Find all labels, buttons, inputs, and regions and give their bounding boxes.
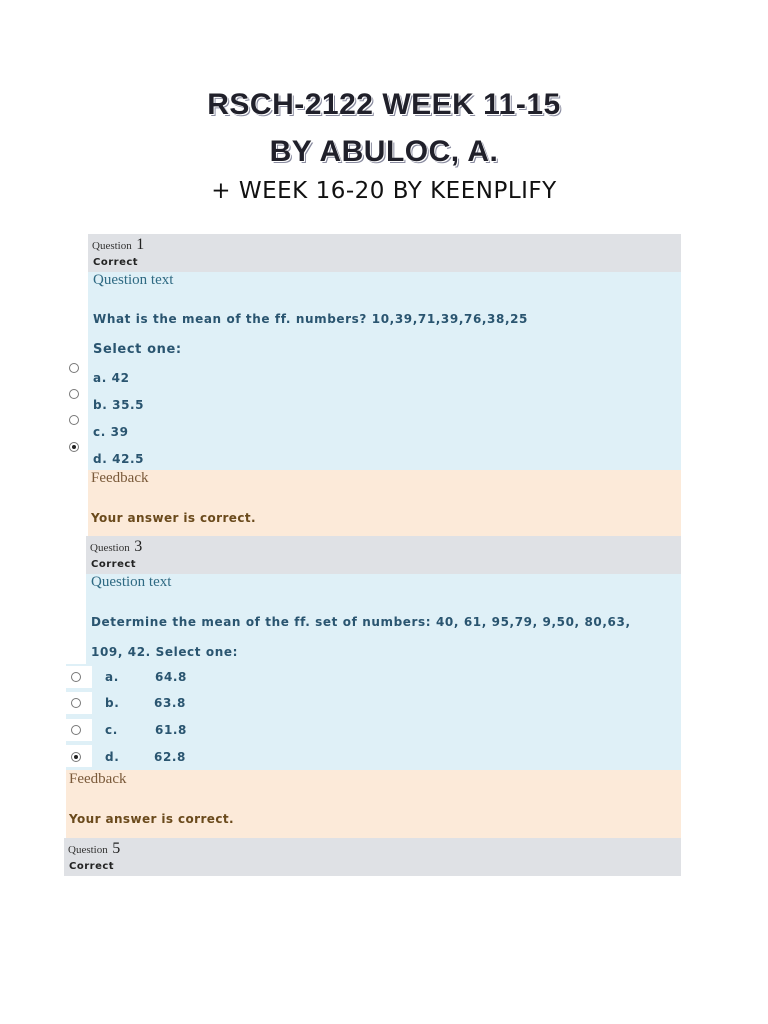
q3-option-c-radio[interactable] (71, 725, 81, 735)
question-3-header (86, 536, 681, 574)
q3-option-a-radio[interactable] (71, 672, 81, 682)
q1-radio-strip (64, 358, 88, 470)
q3-option-a-value: 64.8 (155, 670, 188, 684)
q3-option-d-value: 62.8 (154, 750, 187, 764)
q3-option-b-letter: b. (105, 696, 120, 710)
question-3-feedback (66, 770, 681, 838)
question-prompt: What is the mean of the ff. numbers? 10,39,71,39,76,38,25 (93, 312, 529, 326)
option-c-label: c. 39 (93, 425, 129, 439)
question-1-feedback (88, 470, 681, 536)
q3-option-b-radio[interactable] (71, 698, 81, 708)
option-b-label: b. 35.5 (93, 398, 145, 412)
q3-option-b-value: 63.8 (154, 696, 187, 710)
feedback-text: Your answer is correct. (69, 812, 234, 826)
q3-option-c-letter: c. (105, 723, 118, 737)
question-text-heading: Question text (93, 272, 174, 288)
question-state: Correct (93, 257, 139, 268)
question-number: 1 (136, 236, 145, 253)
q1-option-d-radio[interactable] (69, 442, 79, 452)
question-text-heading: Question text (91, 574, 172, 590)
document-title-line2: BY ABULOC, A. (269, 135, 499, 168)
q3-option-d-letter: d. (105, 750, 120, 764)
feedback-heading: Feedback (69, 771, 127, 787)
q1-option-b-radio[interactable] (69, 389, 79, 399)
question-number: 5 (112, 840, 121, 857)
document-title-line1: RSCH-2122 WEEK 11-15 (207, 88, 561, 121)
q3-option-c-value: 61.8 (155, 723, 188, 737)
question-label: Question (90, 542, 130, 554)
select-one-label: Select one: (93, 342, 182, 357)
question-state: Correct (91, 559, 137, 570)
feedback-text: Your answer is correct. (91, 511, 256, 525)
q3-option-a-letter: a. (105, 670, 119, 684)
question-1-body (88, 272, 681, 470)
question-state: Correct (69, 861, 115, 872)
document-subtitle: + WEEK 16-20 BY KEENPLIFY (211, 178, 557, 204)
q1-option-c-radio[interactable] (69, 415, 79, 425)
question-3-body (86, 574, 681, 664)
q3-option-d-radio[interactable] (71, 752, 81, 762)
question-label: Question (92, 240, 132, 252)
option-d-label: d. 42.5 (93, 452, 145, 466)
question-5-header (64, 838, 681, 876)
feedback-heading: Feedback (91, 470, 149, 486)
option-a-label: a. 42 (93, 371, 130, 385)
question-prompt-line1: Determine the mean of the ff. set of numbers: 40, 61, 95,79, 9,50, 80,63, (91, 615, 631, 629)
question-prompt-line2: 109, 42. Select one: (91, 645, 239, 659)
q1-option-a-radio[interactable] (69, 363, 79, 373)
question-1-header (88, 234, 681, 272)
question-number: 3 (134, 538, 143, 555)
question-label: Question (68, 844, 108, 856)
